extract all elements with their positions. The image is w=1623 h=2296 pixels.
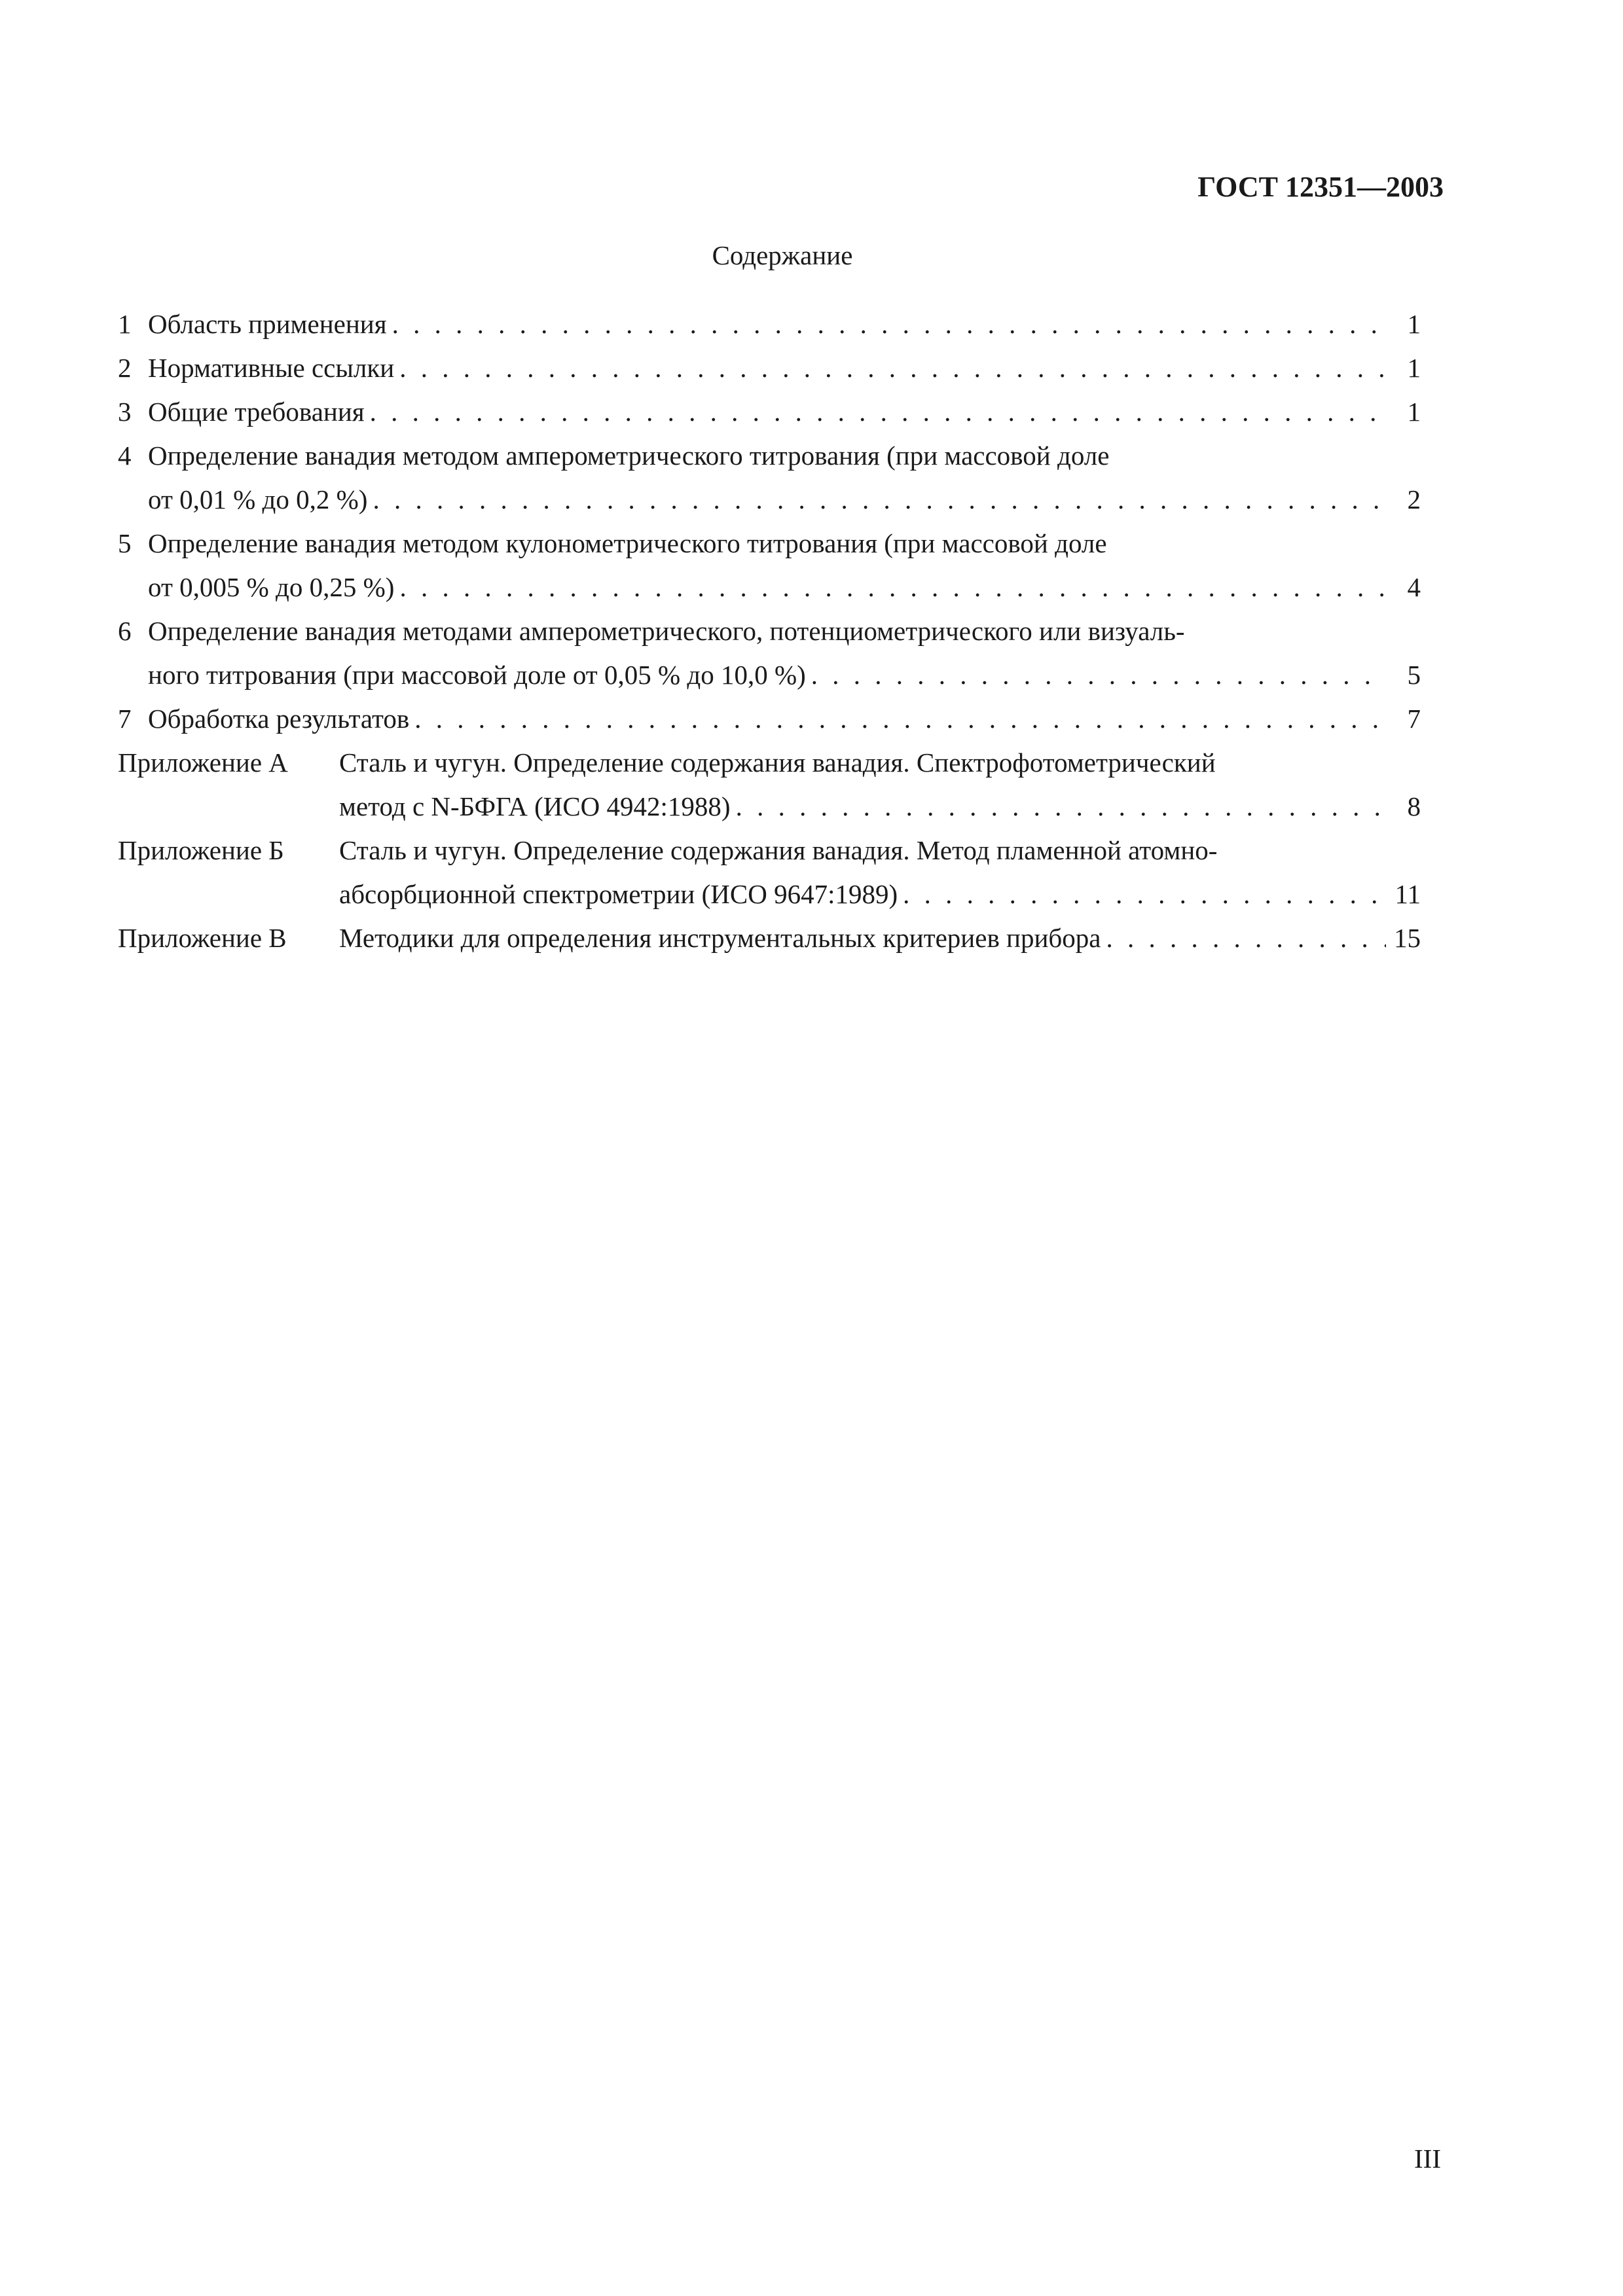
table-of-contents bbox=[118, 302, 1421, 960]
dot-leader bbox=[903, 872, 1387, 916]
toc-entry-page: 7 bbox=[1407, 704, 1421, 734]
appendix-page: 11 bbox=[1395, 879, 1421, 909]
toc-entry-title: Область применения bbox=[148, 309, 387, 339]
dot-leader bbox=[1106, 916, 1387, 960]
appendix-title: Сталь и чугун. Определение содержания ванадия. Спектрофотометрический bbox=[339, 747, 1216, 778]
appendix-title-continued: метод с N-БФГА (ИСО 4942:1988) bbox=[339, 791, 731, 821]
toc-entry-title: Определение ванадия методами амперометрического, потенциометрического или визуаль- bbox=[148, 616, 1185, 646]
appendix-label: Приложение А bbox=[118, 747, 288, 778]
toc-entry-number: 7 bbox=[118, 704, 132, 734]
appendix-label: Приложение В bbox=[118, 923, 287, 953]
appendix-title-continued: абсорбционной спектрометрии (ИСО 9647:1989) bbox=[339, 879, 898, 909]
toc-appendix-a[interactable] bbox=[118, 741, 1421, 829]
toc-entry-number: 4 bbox=[118, 440, 132, 471]
dot-leader bbox=[399, 346, 1387, 390]
appendix-label: Приложение Б bbox=[118, 835, 284, 865]
toc-entry-page: 4 bbox=[1407, 572, 1421, 602]
toc-entry-number: 1 bbox=[118, 309, 132, 339]
appendix-page: 8 bbox=[1407, 791, 1421, 821]
toc-entry-number: 5 bbox=[118, 528, 132, 558]
toc-entry-6[interactable] bbox=[118, 609, 1421, 697]
toc-entry-title-continued: от 0,01 % до 0,2 %) bbox=[148, 484, 368, 514]
dot-leader bbox=[399, 565, 1387, 609]
toc-entry-1[interactable] bbox=[118, 302, 1421, 346]
toc-entry-page: 1 bbox=[1407, 397, 1421, 427]
toc-entry-title-continued: ного титрования (при массовой доле от 0,05 % до 10,0 %) bbox=[148, 660, 806, 690]
toc-entry-page: 1 bbox=[1407, 353, 1421, 383]
dot-leader bbox=[736, 785, 1387, 829]
dot-leader bbox=[392, 302, 1387, 346]
toc-entry-number: 3 bbox=[118, 397, 132, 427]
toc-entry-4[interactable] bbox=[118, 434, 1421, 522]
toc-entry-number: 6 bbox=[118, 616, 132, 646]
toc-entry-title: Определение ванадия методом амперометрического титрования (при массовой доле bbox=[148, 440, 1110, 471]
toc-entry-title: Нормативные ссылки bbox=[148, 353, 395, 383]
document-code: ГОСТ 12351—2003 bbox=[1197, 171, 1444, 203]
dot-leader bbox=[373, 478, 1387, 522]
toc-entry-7[interactable] bbox=[118, 697, 1421, 741]
toc-entry-title: Общие требования bbox=[148, 397, 365, 427]
toc-entry-number: 2 bbox=[118, 353, 132, 383]
page-number: III bbox=[1414, 2144, 1441, 2174]
toc-entry-page: 1 bbox=[1407, 309, 1421, 339]
toc-title: Содержание bbox=[712, 240, 853, 270]
toc-entry-3[interactable] bbox=[118, 390, 1421, 434]
dot-leader bbox=[414, 697, 1387, 741]
toc-entry-title: Обработка результатов bbox=[148, 704, 410, 734]
toc-entry-2[interactable] bbox=[118, 346, 1421, 390]
toc-entry-page: 2 bbox=[1407, 484, 1421, 514]
appendix-title: Сталь и чугун. Определение содержания ванадия. Метод пламенной атомно- bbox=[339, 835, 1218, 865]
toc-appendix-b[interactable] bbox=[118, 829, 1421, 916]
toc-entry-page: 5 bbox=[1407, 660, 1421, 690]
appendix-title: Методики для определения инструментальных критериев прибора bbox=[339, 923, 1101, 953]
dot-leader bbox=[370, 390, 1387, 434]
dot-leader bbox=[811, 653, 1387, 697]
toc-entry-5[interactable] bbox=[118, 522, 1421, 609]
toc-entry-title-continued: от 0,005 % до 0,25 %) bbox=[148, 572, 395, 602]
toc-entry-title: Определение ванадия методом кулонометрического титрования (при массовой доле bbox=[148, 528, 1107, 558]
toc-appendix-v[interactable] bbox=[118, 916, 1421, 960]
appendix-page: 15 bbox=[1394, 923, 1421, 953]
